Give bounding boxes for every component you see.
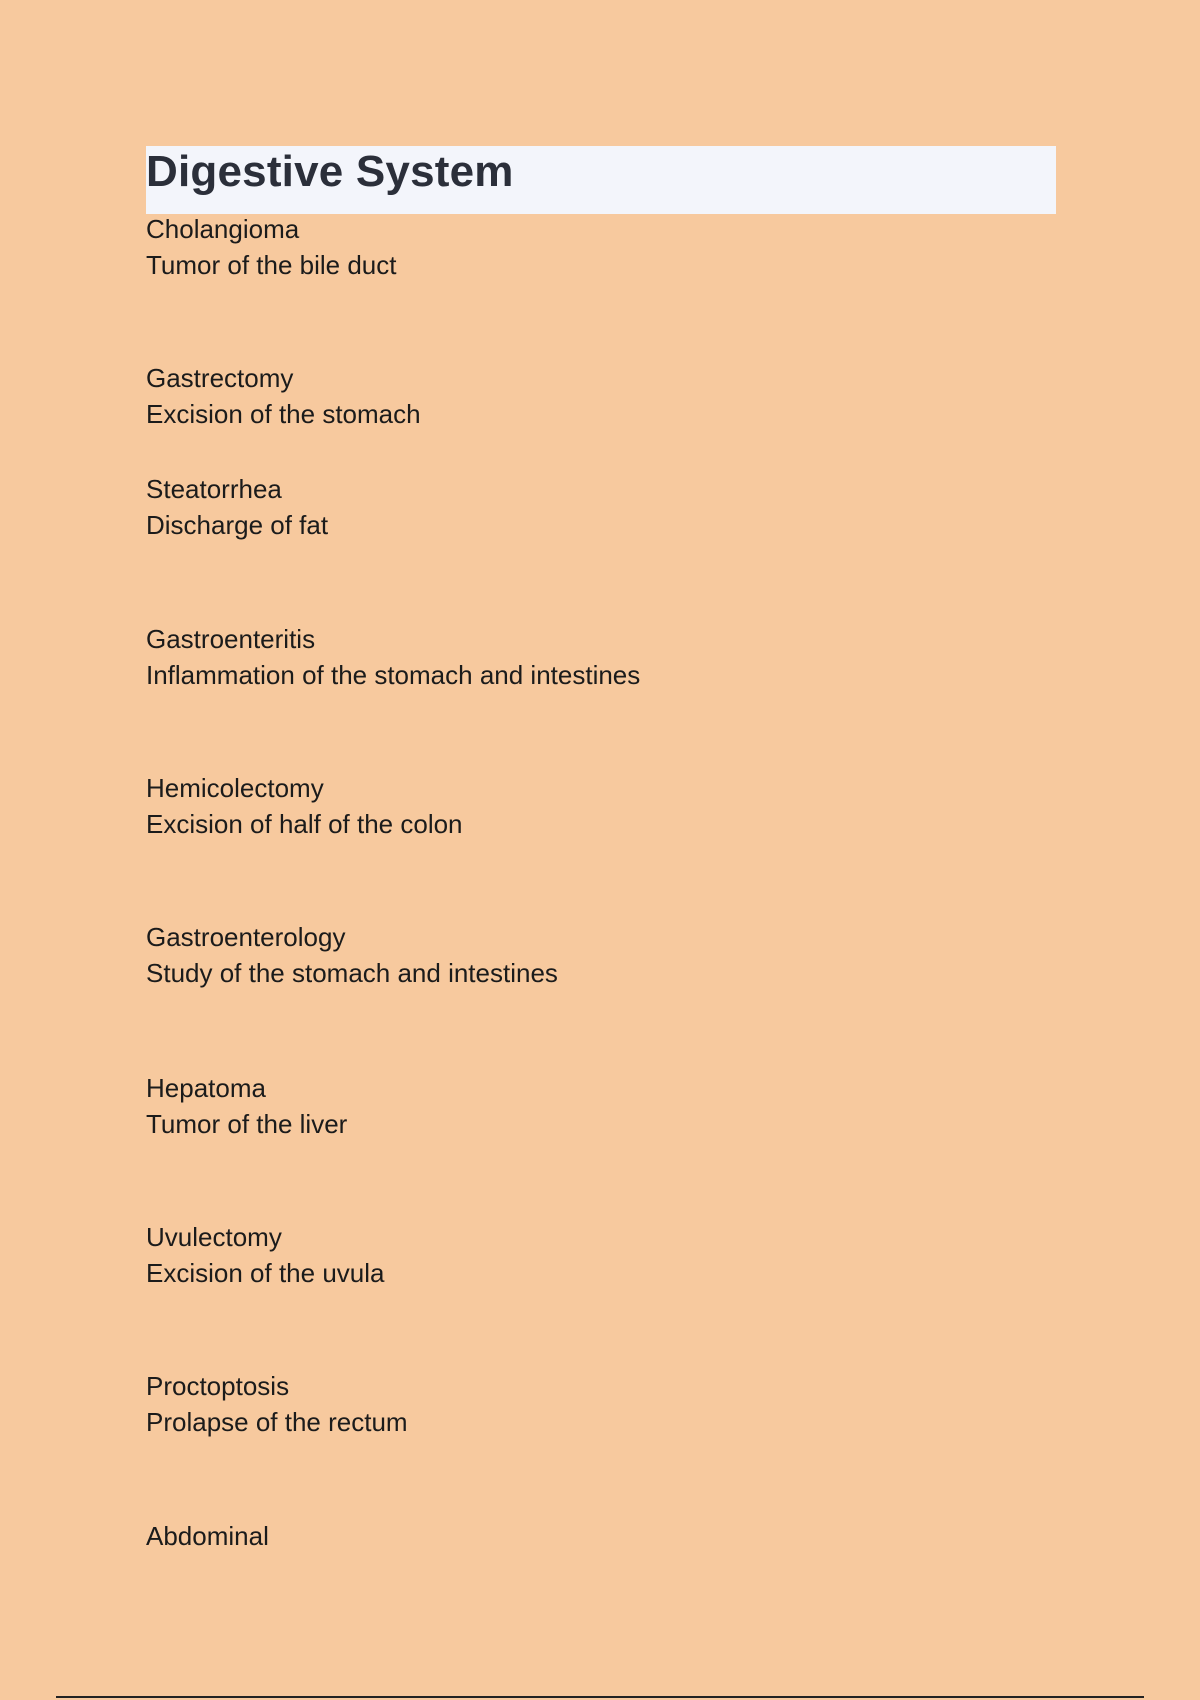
list-item <box>146 471 328 543</box>
term: Gastroenteritis <box>146 624 316 654</box>
list-item <box>146 1070 347 1142</box>
term: Gastroenterology <box>146 922 346 952</box>
list-item <box>146 211 397 283</box>
list-item <box>146 621 640 693</box>
term: Hepatoma <box>146 1073 266 1103</box>
definition: Prolapse of the rectum <box>146 1407 408 1437</box>
definition: Tumor of the bile duct <box>146 250 397 280</box>
list-item <box>146 919 558 991</box>
term: Steatorrhea <box>146 474 282 504</box>
definition: Inflammation of the stomach and intestines <box>146 660 641 690</box>
term: Uvulectomy <box>146 1222 282 1252</box>
term: Abdominal <box>146 1521 269 1551</box>
list-item <box>146 1219 384 1291</box>
definition: Excision of the uvula <box>146 1258 385 1288</box>
term: Proctoptosis <box>146 1371 290 1401</box>
term: Gastrectomy <box>146 363 294 393</box>
term: Cholangioma <box>146 214 300 244</box>
page-title: Digestive System <box>146 147 514 196</box>
term: Hemicolectomy <box>146 773 324 803</box>
list-item <box>146 1518 269 1554</box>
bottom-divider <box>56 1696 1144 1698</box>
definition: Tumor of the liver <box>146 1109 348 1139</box>
definition: Study of the stomach and intestines <box>146 958 558 988</box>
list-item <box>146 1368 408 1440</box>
definition: Excision of half of the colon <box>146 809 463 839</box>
definition: Discharge of fat <box>146 510 329 540</box>
definition: Excision of the stomach <box>146 399 421 429</box>
list-item <box>146 770 463 842</box>
list-item <box>146 360 421 432</box>
